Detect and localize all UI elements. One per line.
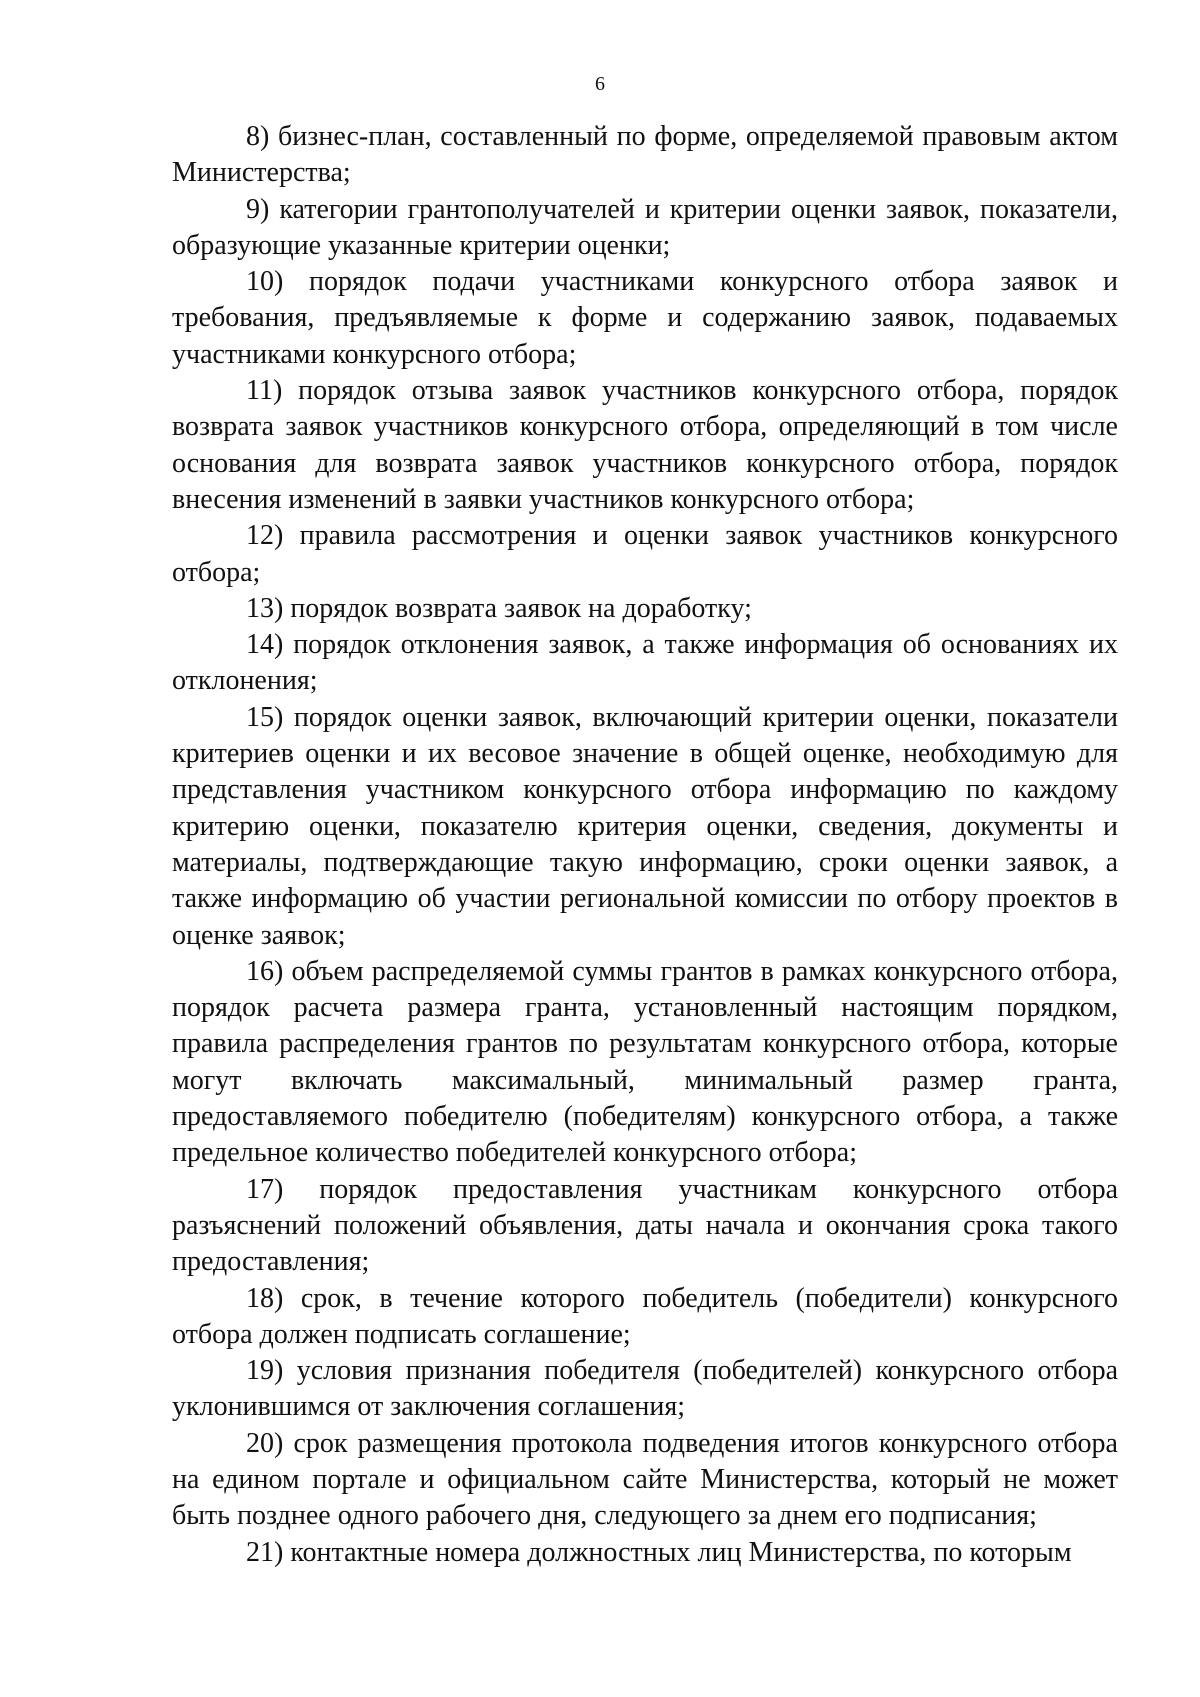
list-item-21: 21) контактные номера должностных лиц Министерства, по которым [246,1536,1072,1568]
list-item-15: 15) порядок оценки заявок, включающий критерии оценки, показатели критериев оценки и их весовое значение в общей оценке, необходимую для представления участником конкурсного отбора информацию по каждому критерию оценки, показателю критерия оценки, сведения, документы и материалы, подтверждающие такую информацию, сроки оценки заявок, а также информацию об участии региональной комиссии по отбору проектов в оценке заявок; [172,701,1118,951]
list-item-10: 10) порядок подачи участниками конкурсного отбора заявок и требования, предъявляемые к форме и содержанию заявок, подаваемых участниками конкурсного отбора; [172,266,1118,370]
list-item-17: 17) порядок предоставления участникам конкурсного отбора разъяснений положений объявления, даты начала и окончания срока такого предоставления; [172,1173,1118,1278]
list-item-16: 16) объем распределяемой суммы грантов в рамках конкурсного отбора, порядок расчета размера гранта, установленный настоящим порядком, правила распределения грантов по результатам конкурсного отбора, которые могут включать максимальный, минимальный размер гранта, предоставляемого победителю (победителям) конкурсного отбора, а также предельное количество победителей конкурсного отбора; [172,955,1118,1169]
list-item-12: 12) правила рассмотрения и оценки заявок участников конкурсного отбора; [172,520,1118,588]
list-item-9: 9) категории грантополучателей и критерии оценки заявок, показатели, образующие указанные критерии оценки; [172,193,1118,261]
page-number: 6 [595,73,605,95]
list-item-8: 8) бизнес-план, составленный по форме, определяемой правовым актом Министерства; [172,121,1118,189]
list-item-20: 20) срок размещения протокола подведения итогов конкурсного отбора на едином портале и официальном сайте Министерства, который не может быть позднее одного рабочего дня, следующего за днем его подписания; [172,1427,1118,1532]
list-item-13: 13) порядок возврата заявок на доработку; [246,592,752,624]
document-body [172,119,1118,1571]
list-item-18: 18) срок, в течение которого победитель (победители) конкурсного отбора должен подписать соглашение; [172,1282,1118,1350]
list-item-14: 14) порядок отклонения заявок, а также информация об основаниях их отклонения; [172,629,1118,697]
list-item-19: 19) условия признания победителя (победителей) конкурсного отбора уклонившимся от заключения соглашения; [172,1355,1118,1423]
list-item-11: 11) порядок отзыва заявок участников конкурсного отбора, порядок возврата заявок участников конкурсного отбора, определяющий в том числе основания для возврата заявок участников конкурсного отбора, порядок внесения изменений в заявки участников конкурсного отбора; [172,375,1118,515]
